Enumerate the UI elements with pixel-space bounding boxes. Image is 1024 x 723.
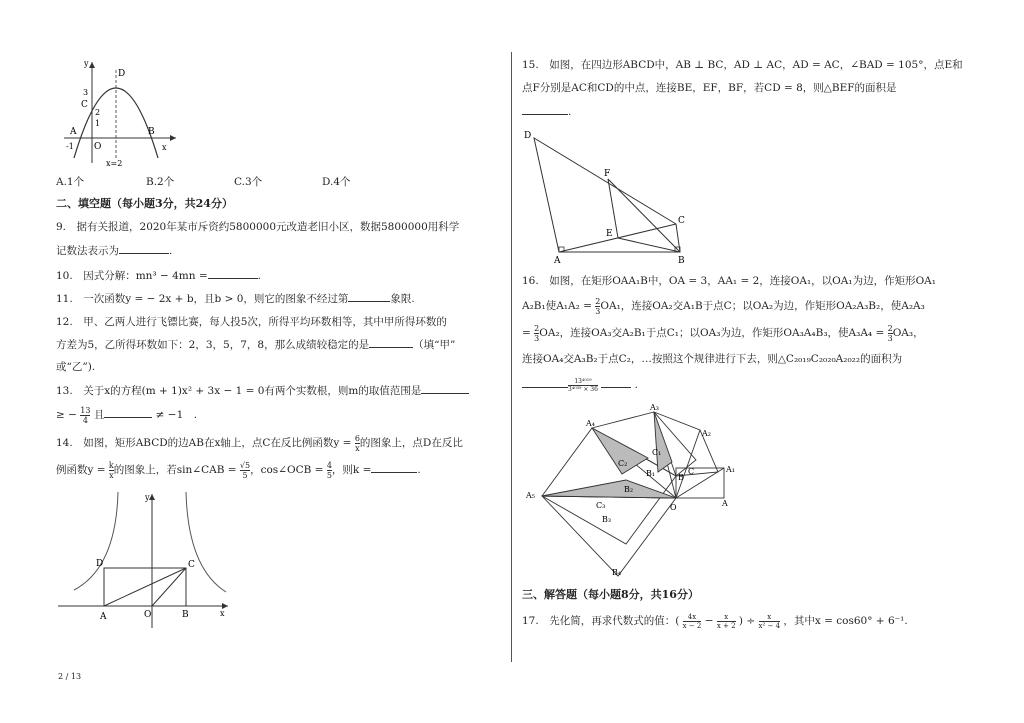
fig4-label-b2: B₂ bbox=[624, 485, 634, 494]
q16-line1: 16. 如图，在矩形OAA₁B中，OA = 3，AA₁ = 2，连接OA₁，以OA₁为边，作矩形OA₁ bbox=[522, 275, 936, 287]
q14-frac1-den: x bbox=[355, 443, 360, 453]
q17-frac2 bbox=[717, 613, 736, 630]
fig4-label-a1: A₁ bbox=[726, 465, 735, 474]
q17-text1: 17. 先化简，再求代数式的值：( bbox=[522, 615, 680, 627]
q12-line3: 或“乙”). bbox=[56, 361, 96, 373]
parabola-figure bbox=[64, 58, 184, 168]
q12-tail: （填“甲” bbox=[413, 339, 456, 351]
q16-frac3-num: 2 bbox=[887, 323, 893, 333]
q13-frac-num: 13 bbox=[80, 405, 91, 415]
q17-frac1-den: x − 2 bbox=[682, 621, 702, 630]
fig4-label-c2: C₂ bbox=[618, 459, 628, 468]
fig1-label-3: 3 bbox=[83, 88, 89, 97]
fig1-label-x2: x=2 bbox=[106, 159, 123, 168]
fig2-label-a: A bbox=[100, 612, 107, 622]
q13-blank2 bbox=[104, 405, 152, 418]
option-d: D.4个 bbox=[322, 176, 351, 188]
q14-text3: 例函数y = bbox=[56, 464, 106, 476]
q14-frac4-den: 5 bbox=[326, 470, 332, 480]
q9-line2: 记数法表示为 . bbox=[56, 240, 172, 262]
q16-line2 bbox=[522, 295, 925, 317]
q12-line1: 12. 甲、乙两人进行飞镖比赛，每人投5次，所得平均环数相等，其中甲所得环数的 bbox=[56, 316, 447, 328]
q16-line4: 连接OA₄交A₃B₂于点C₂，…按照这个规律进行下去，则△C₂₀₁₉C₂₀₂₀A₂₀₂₂的面积为 bbox=[522, 353, 903, 365]
q16-frac2-num: 2 bbox=[534, 323, 540, 333]
q16-ans-den: 3⁴⁰³⁹ × 36 bbox=[568, 385, 598, 393]
fig1-label-1: 1 bbox=[95, 119, 101, 128]
q15-line1: 15. 如图，在四边形ABCD中，AB ⊥ BC，AD ⊥ AC，AD = AC，∠BAD = 105°，点E和 bbox=[522, 59, 963, 71]
fig1-label-x: x bbox=[162, 143, 167, 152]
section3-title: 三、解答题（每小题8分，共16分） bbox=[522, 588, 699, 601]
q17-frac2-den: x + 2 bbox=[716, 621, 736, 630]
q12-text: 方差为5，乙所得环数如下：2，3，5，7，8，那么成绩较稳定的是 bbox=[56, 339, 370, 351]
q16-text3: = bbox=[522, 327, 531, 339]
column-divider bbox=[511, 52, 512, 662]
q16-answer-frac bbox=[568, 378, 598, 393]
q17-frac1 bbox=[683, 613, 702, 630]
q17-frac3 bbox=[759, 613, 781, 630]
q16-ans-num: 13⁴⁰¹⁹ bbox=[568, 378, 598, 386]
q15-line2: 点F分别是AC和CD的中点，连接BE，EF，BF，若CD = 8，则△BEF的面积是 bbox=[522, 82, 897, 94]
fig3-label-a: A bbox=[554, 256, 561, 264]
q14-text2: 的图象上，点D在反比 bbox=[359, 437, 463, 449]
fig2-label-x: x bbox=[220, 609, 225, 618]
q15-period: . bbox=[568, 106, 572, 118]
fig4-label-a2: A₂ bbox=[702, 429, 711, 438]
q17-frac1-num: 4x bbox=[683, 613, 702, 622]
page-number: 2 / 13 bbox=[58, 672, 82, 681]
q16-text5: OA₃， bbox=[892, 327, 924, 339]
fig4-label-a3: A₃ bbox=[650, 403, 659, 412]
q16-frac1-den: 3 bbox=[595, 306, 601, 316]
fig4-label-b4: B₄ bbox=[612, 568, 622, 577]
q12-blank bbox=[369, 335, 413, 348]
fig1-label-d: D bbox=[118, 69, 126, 79]
q16-blank-tail bbox=[601, 377, 631, 388]
q14-blank bbox=[371, 460, 417, 473]
q16-line5 bbox=[522, 374, 638, 396]
fig1-label-b: B bbox=[148, 127, 155, 137]
option-b: B.2个 bbox=[146, 176, 175, 188]
q11-text: 11. 一次函数y = − 2x + b，且b > 0，则它的图象不经过第 bbox=[56, 293, 349, 305]
q17-text2: ，其中x = cos60° + 6⁻¹. bbox=[783, 615, 908, 627]
fig4-label-b1: B₁ bbox=[646, 469, 656, 478]
q16-frac3-den: 3 bbox=[887, 333, 893, 343]
fig4-label-b: B bbox=[678, 473, 684, 482]
fig4-label-c: C bbox=[688, 467, 695, 476]
fig1-label-y: y bbox=[84, 59, 89, 68]
q11 bbox=[56, 288, 415, 310]
q17-frac2-num: x bbox=[717, 613, 736, 622]
q10-blank bbox=[208, 266, 258, 279]
q16-text4: OA₂，连接OA₃交A₂B₁于点C₁；以OA₃为边，作矩形OA₃A₄B₃，使A₃A₄ = bbox=[539, 327, 885, 339]
q11-blank bbox=[348, 289, 390, 302]
q14-frac3-num: √5 bbox=[239, 460, 251, 470]
q16-frac1-num: 2 bbox=[595, 296, 601, 306]
fig4-label-a5: A₅ bbox=[526, 491, 535, 500]
q14-text4: 的图象上，若sin∠CAB = bbox=[113, 464, 237, 476]
q10: 10. 因式分解：mn³ − 4mn = . bbox=[56, 265, 261, 287]
q16-line3 bbox=[522, 322, 924, 344]
q13-blank1 bbox=[421, 381, 469, 394]
q14-frac3-den: 5 bbox=[242, 470, 248, 480]
q13-fraction bbox=[80, 406, 90, 425]
q17-frac3-num: x bbox=[759, 613, 781, 622]
fig1-label-2: 2 bbox=[95, 108, 101, 117]
q14-frac1-num: 6 bbox=[354, 433, 360, 443]
q10-text: 10. 因式分解：mn³ − 4mn = bbox=[56, 270, 208, 282]
q16-blank bbox=[522, 377, 568, 388]
fig3-label-e: E bbox=[606, 229, 613, 239]
q13-ne: ≠ −1 bbox=[155, 409, 184, 421]
q13-ge: ≥ − bbox=[56, 409, 77, 421]
spiral-rectangles-figure bbox=[522, 400, 752, 580]
q16-period: . bbox=[634, 379, 638, 391]
q17-minus: − bbox=[704, 615, 714, 627]
q17 bbox=[522, 610, 908, 632]
fig2-label-o: O bbox=[144, 610, 152, 620]
fig2-label-y: y bbox=[145, 493, 150, 502]
q16-text1: A₂B₁使A₁A₂ = bbox=[522, 300, 592, 312]
fig4-label-o: O bbox=[670, 503, 677, 512]
q14-frac2-den: x bbox=[109, 470, 114, 480]
fig4-label-b3: B₃ bbox=[602, 515, 612, 524]
q14-line1 bbox=[56, 432, 463, 454]
fig3-label-c: C bbox=[678, 216, 685, 226]
q9-text: 记数法表示为 bbox=[56, 245, 119, 257]
fig3-label-b: B bbox=[678, 256, 685, 264]
fig4-label-c3: C₃ bbox=[596, 501, 606, 510]
q14-line2: 例函数y = $\frac{k}{x}$ 的图象上，若sin∠CAB = $\frac{√5}{5}$ ，cos∠OCB = $\frac{4}{5}$ ，则k = . bbox=[56, 460, 421, 480]
fig2-label-b: B bbox=[182, 610, 189, 620]
q13-line1 bbox=[56, 380, 469, 402]
q12-line2 bbox=[56, 334, 455, 356]
q13-text: 13. 关于x的方程(m + 1)x² + 3x − 1 = 0有两个实数根，则m的取值范围是 bbox=[56, 385, 422, 397]
q9-line1: 9. 据有关报道，2020年某市斥资约5800000元改造老旧小区，数据5800000用科学 bbox=[56, 221, 460, 233]
q15-line3 bbox=[522, 101, 571, 123]
rectangle-figure bbox=[58, 490, 238, 630]
q14-text5: ，cos∠OCB = bbox=[250, 464, 324, 476]
option-a: A.1个 bbox=[56, 176, 85, 188]
fig3-label-d: D bbox=[524, 131, 532, 141]
fig1-label-o: O bbox=[94, 142, 102, 152]
quadrilateral-figure bbox=[522, 126, 692, 264]
option-c: C.3个 bbox=[234, 176, 263, 188]
q14-frac3 bbox=[240, 461, 250, 480]
q15-blank bbox=[522, 102, 568, 115]
q16-text2: OA₁，连接OA₂交A₁B于点C；以OA₂为边，作矩形OA₂A₃B₂，使A₂A₃ bbox=[600, 300, 925, 312]
q14-frac2-num: k bbox=[108, 460, 114, 470]
q13-line2: ≥ − $\frac{13}{4}$ 且 ≠ −1 . bbox=[56, 405, 198, 425]
fig1-label-neg1: -1 bbox=[66, 142, 74, 151]
section2-title: 二、填空题（每小题3分，共24分） bbox=[56, 197, 233, 210]
q13-frac-den: 4 bbox=[82, 415, 88, 425]
fig2-label-d: D bbox=[96, 559, 104, 569]
q14-text1: 14. 如图，矩形ABCD的边AB在x轴上，点C在反比例函数y = bbox=[56, 437, 352, 449]
fig4-label-c1: C₁ bbox=[652, 448, 662, 457]
q14-frac4-num: 4 bbox=[326, 460, 332, 470]
fig3-label-f: F bbox=[604, 169, 611, 179]
q17-frac3-den: x² − 4 bbox=[758, 621, 781, 630]
q9-blank bbox=[119, 241, 169, 254]
fig1-label-a: A bbox=[70, 127, 77, 137]
q11-tail: 象限. bbox=[390, 293, 415, 305]
fig4-label-a: A bbox=[722, 499, 728, 508]
q13-and: 且 bbox=[93, 409, 105, 421]
fig2-label-c: C bbox=[188, 560, 195, 570]
fig4-label-a4: A₄ bbox=[586, 419, 595, 428]
q16-frac2-den: 3 bbox=[534, 333, 540, 343]
fig1-label-c: C bbox=[81, 100, 88, 110]
q14-text6: ，则k = bbox=[331, 464, 372, 476]
q17-div: ) ÷ bbox=[738, 615, 756, 627]
